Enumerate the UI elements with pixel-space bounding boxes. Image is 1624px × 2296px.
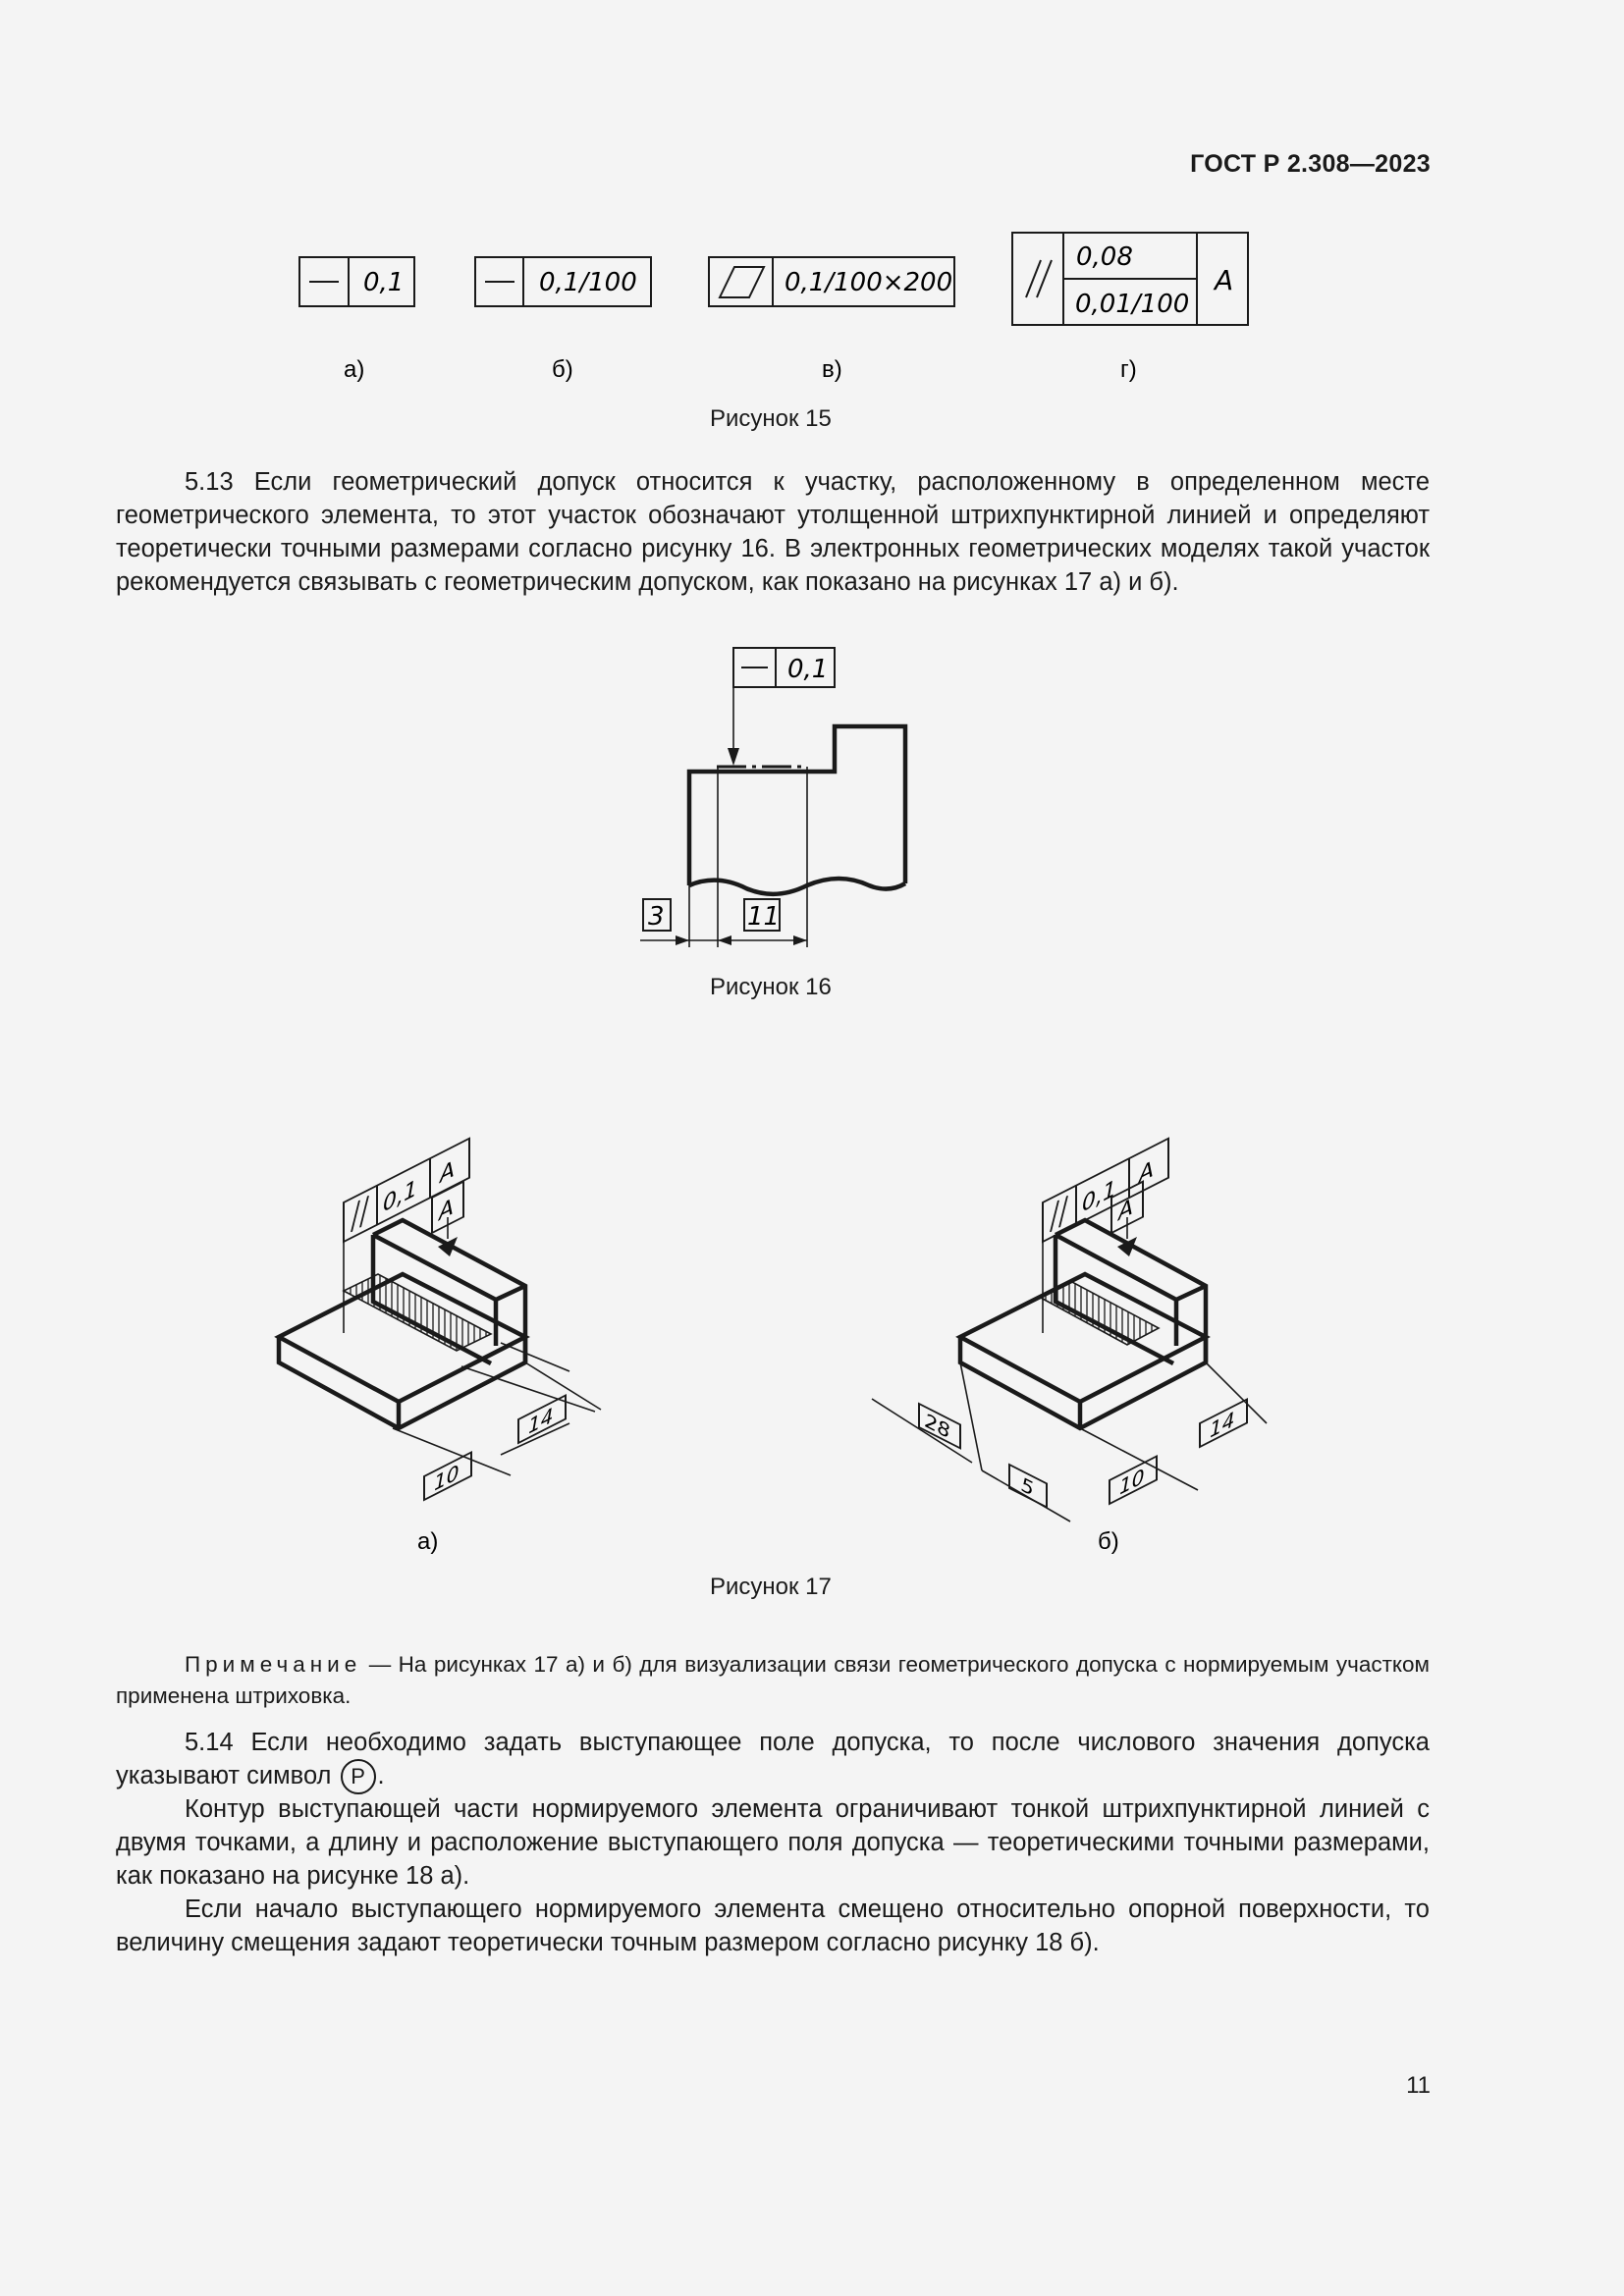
fig17a-label: а) [417,1528,439,1555]
paragraph-5-13: 5.13 Если геометрический допуск относится к участку, расположенному в определенном месте геометрического элемента, то этот участок обозначают утолщенной штрихпунктирной линией и определяют теоретически точными размерами согласно рисунку 16. В электронных геометрических моделях такой участок рекомендуется связывать с геометрическим допуском, как показано на рисунках 17 а) и б). [116,468,1430,596]
figure-17-caption: Рисунок 17 [710,1574,832,1600]
page-number: 11 [1406,2072,1431,2099]
paragraph-5-14-offset: Если начало выступающего нормируемого элемента смещено относительно опорной поверхности, то величину смещения задают теоретически точным размером согласно рисунку 18 б). [116,1896,1430,1956]
fig17b-dim-10: 10 [1119,1465,1145,1501]
fig15-g-datum: A [1215,264,1234,296]
fig16-tolerance-value: 0,1 [787,655,829,684]
fig15-label-v: в) [822,356,842,383]
flatness-icon [720,267,764,297]
fig16-tolerance-frame [733,648,835,687]
fig17a-datum: A [439,1193,455,1227]
fig15-label-a: а) [344,356,365,383]
fig15-g-value-top: 0,08 [1076,242,1133,272]
figure-16 [0,628,1624,962]
note-label: Примечание [185,1652,362,1677]
fig17a-tolerance: 0,1 [383,1174,417,1218]
figure-17 [0,1080,1624,1571]
fig17-view-a [279,1139,601,1555]
paragraph-5-14: 5.14 Если необходимо задать выступающее поле допуска, то после числового значения допуска указывают символ P . [116,1726,1430,1794]
document-code: ГОСТ Р 2.308—2023 [1190,150,1431,178]
fig15-frame-b [475,257,651,306]
fig17a-datum-in-frame: A [440,1154,456,1189]
fig15-frame-g [1012,233,1248,325]
note [116,1649,1430,1712]
projected-tolerance-symbol: P [341,1759,376,1794]
fig17b-label: б) [1098,1528,1119,1555]
fig17a-dim-14: 14 [528,1404,554,1440]
note-text: — На рисунках 17 а) и б) для визуализации связи геометрического допуска с нормируемым участком применена штриховка. [116,1652,1430,1708]
fig15-label-b: б) [552,356,573,383]
fig16-dim-11: 11 [747,902,781,932]
fig15-frame-a [299,257,414,306]
fig15-b-value: 0,1/100 [539,268,637,297]
fig17b-dim-14: 14 [1210,1408,1235,1444]
fig17a-dim-10: 10 [434,1461,460,1497]
fig15-g-value-bottom: 0,01/100 [1075,290,1190,319]
fig17b-tolerance: 0,1 [1082,1174,1116,1218]
fig15-frame-v [709,257,954,306]
figure-16-caption: Рисунок 16 [710,974,832,1000]
fig16-dim-3: 3 [648,902,665,932]
fig15-v-value: 0,1/100×200 [785,268,953,297]
fig17b-datum: A [1118,1193,1134,1227]
fig17b-dim-5: 5 [1021,1472,1034,1503]
fig15-a-value: 0,1 [363,268,405,297]
figure-15-caption: Рисунок 15 [710,405,832,432]
fig17b-datum-in-frame: A [1139,1154,1155,1189]
parallelism-icon [1026,260,1052,297]
paragraph-5-14-contour: Контур выступающей части нормируемого элемента ограничивают тонкой штрихпунктирной линией с двумя точками, а длину и расположение выступающего поля допуска — теоретическими точными размерами, как показано на рисунке 18 а). [116,1795,1430,1890]
figure-15 [0,0,1624,412]
fig15-label-g: г) [1120,356,1137,383]
fig17b-dim-28: 28 [925,1409,950,1445]
fig17-view-b [872,1139,1267,1555]
